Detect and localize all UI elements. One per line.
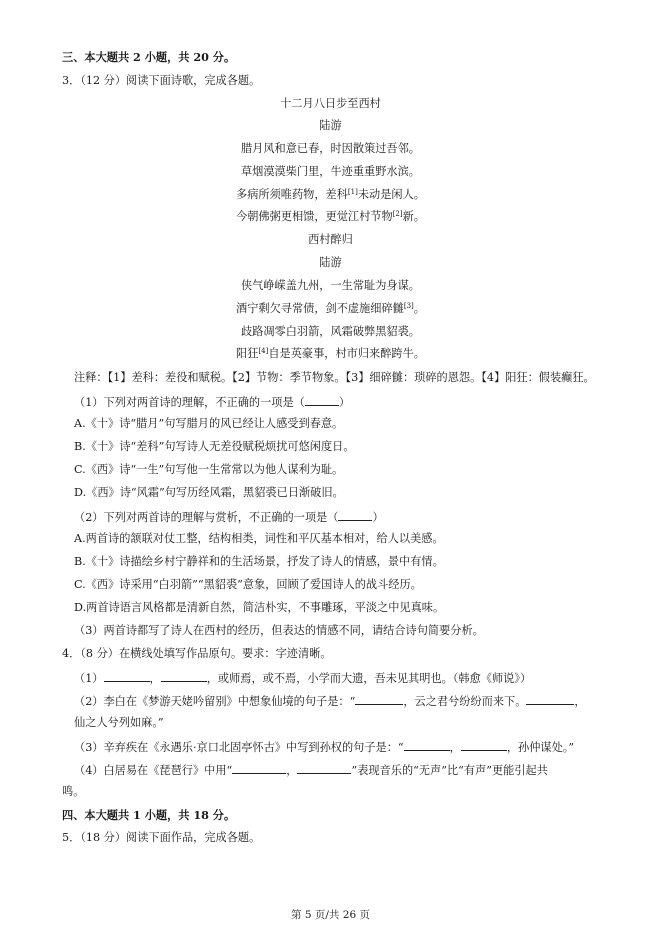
fill-blank[interactable] xyxy=(355,693,403,705)
sub-question-1-option-d: D.《西》诗“风霜”句写历经风霜，黑貂裘已日渐破旧。 xyxy=(74,486,344,499)
fill-blank[interactable] xyxy=(104,670,150,682)
q4-item-1: （1） ， ，或师焉，或不焉，小学而大遗，吾未见其明也。（韩愈《师说》） xyxy=(74,672,532,685)
sub-question-1-option-a: A.《十》诗“腊月”句写腊月的风已经让人感受到春意。 xyxy=(74,417,344,430)
sub-question-2-option-c: C.《西》诗采用“白羽箭”“黑貂裘”意象，回顾了爱国诗人的战斗经历。 xyxy=(74,578,422,591)
answer-blank[interactable] xyxy=(338,509,372,521)
poem-1-line-4: 今朝佛粥更相馈，更觉江村节物[2]新。 xyxy=(236,210,425,223)
poem-2-line-4: 阳狂[4]自是英豪事，村市归来醉跨牛。 xyxy=(236,347,425,360)
poem-2-title: 西村醉归 xyxy=(308,233,353,246)
sub-question-2-option-a: A.两首诗的颔联对仗工整，结构相类，词性和平仄基本相对，给人以美感。 xyxy=(74,532,444,545)
note-ref-2: [2] xyxy=(392,210,403,218)
note-ref-1: [1] xyxy=(347,188,358,196)
question-5-stem: 5．（18 分）阅读下面作品，完成各题。 xyxy=(62,831,261,844)
poem-1-line-2: 草烟漠漠柴门里，牛迹重重野水滨。 xyxy=(240,165,420,178)
sub-question-1-option-b: B.《十》诗“差科”句写诗人无差役赋税烦扰可悠闲度日。 xyxy=(74,440,355,453)
note-ref-3: [3] xyxy=(403,302,414,310)
poem-1-author: 陆游 xyxy=(319,119,342,132)
fill-blank[interactable] xyxy=(232,762,286,774)
sub-question-2-stem: （2）下列对两首诗的理解与赏析，不正确的一项是（ ） xyxy=(74,511,384,524)
question-3-stem: 3．（12 分）阅读下面诗歌，完成各题。 xyxy=(62,74,261,87)
sub-question-1-option-c: C.《西》诗“一生”句写他一生常常以为他人谋利为耻。 xyxy=(74,463,344,476)
q4-item-2-continued: 仙之人兮列如麻。” xyxy=(74,716,164,729)
poem-2-line-3: 歧路凋零白羽箭，风霜破弊黑貂裘。 xyxy=(240,325,420,338)
fill-blank[interactable] xyxy=(161,670,207,682)
page-number: 第 5 页/共 26 页 xyxy=(291,909,370,921)
poem-1-line-1: 腊月风和意已春，时因散策过吾邻。 xyxy=(240,142,420,155)
q4-item-4-continued: 鸣。 xyxy=(62,785,85,798)
note-ref-4: [4] xyxy=(258,347,269,355)
poem-2-author: 陆游 xyxy=(319,256,342,269)
fill-blank[interactable] xyxy=(461,739,507,751)
sub-question-1-stem: （1）下列对两首诗的理解，不正确的一项是（ ） xyxy=(74,396,351,409)
question-4-stem: 4．（8 分）在横线处填写作品原句。要求：字迹清晰。 xyxy=(62,647,332,660)
poem-1-title: 十二月八日步至西村 xyxy=(280,97,381,110)
section-3-heading: 三、本大题共 2 小题，共 20 分。 xyxy=(62,50,236,64)
q4-item-2: （2）李白在《梦游天姥吟留别》中想象仙境的句子是：“ ，云之君兮纷纷而来下。 ， xyxy=(74,695,586,708)
poem-notes: 注释：【1】差科：差役和赋税。【2】节物：季节物象。【3】细碎雠：琐碎的恩怨。【4】阳狂：假装癫狂。 xyxy=(74,371,595,384)
q4-item-3: （3）辛弃疾在《永遇乐·京口北固亭怀古》中写到孙权的句子是：“ ， ，孙仲谋处。” xyxy=(74,741,575,754)
sub-question-2-option-d: D.两首诗语言风格都是清新自然，简洁朴实，不事雕琢，平淡之中见真味。 xyxy=(74,601,445,614)
q4-item-4: （4）白居易在《琵琶行》中用“ ， ”表现音乐的“无声”比“有声”更能引起共 xyxy=(74,764,548,777)
sub-question-2-option-b: B.《十》诗描绘乡村宁静祥和的生活场景，抒发了诗人的情感，景中有情。 xyxy=(74,555,444,568)
section-4-heading: 四、本大题共 1 小题，共 18 分。 xyxy=(62,808,236,822)
fill-blank[interactable] xyxy=(297,762,351,774)
poem-1-line-3: 多病所须唯药物，差科[1]未动是闲人。 xyxy=(236,188,425,201)
fill-blank[interactable] xyxy=(526,693,574,705)
sub-question-3: （3）两首诗都写了诗人在西村的经历，但表达的情感不同，请结合诗句简要分析。 xyxy=(74,624,484,637)
poem-2-line-2: 酒宁剩欠寻常债，剑不虚施细碎雠[3]。 xyxy=(236,302,425,315)
poem-2-line-1: 侠气峥嵘盖九州，一生常耻为身谋。 xyxy=(240,279,420,292)
fill-blank[interactable] xyxy=(404,739,450,751)
answer-blank[interactable] xyxy=(305,394,339,406)
